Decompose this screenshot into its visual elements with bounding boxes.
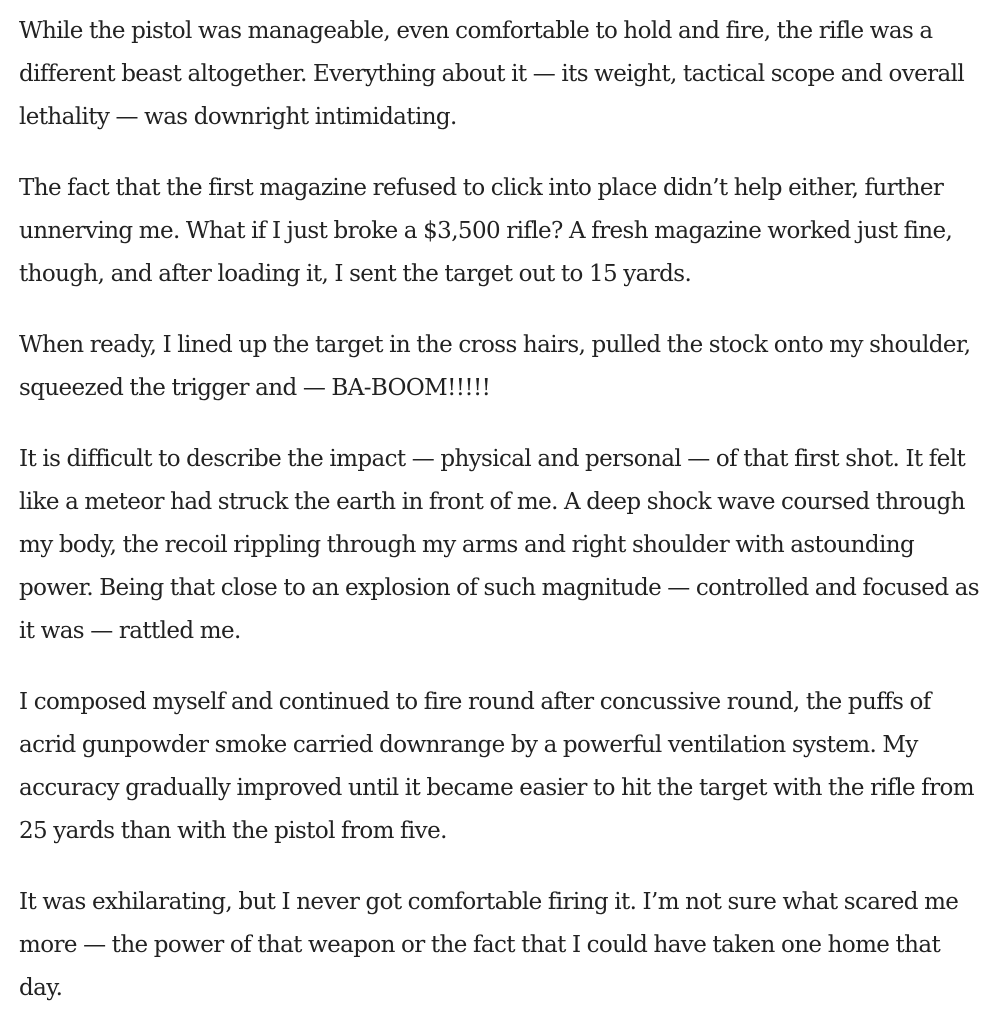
paragraph-magazine: The fact that the first magazine refused to click into place didn’t help either, further unnerving me. What if I just broke a $3,500 rifle? A fresh magazine worked just fine, though, and after loading it, I sent the target out to 15 yards.	[19, 175, 953, 287]
paragraph-first-shot: When ready, I lined up the target in the cross hairs, pulled the stock onto my shoulder, squeezed the trigger and — BA-BOOM!!!!!	[19, 332, 971, 401]
paragraph-pistol-vs-rifle: While the pistol was manageable, even comfortable to hold and fire, the rifle was a different beast altogether. Everything about it — its weight, tactical scope and overall lethality — was downright intimidating.	[19, 18, 965, 130]
paragraph-conclusion: It was exhilarating, but I never got comfortable firing it. I’m not sure what scared me more — the power of that weapon or the fact that I could have taken one home that day.	[19, 889, 959, 1001]
paragraph-impact: It is difficult to describe the impact — physical and personal — of that first shot. It felt like a meteor had struck the earth in front of me. A deep shock wave coursed through my body, the recoil rippling through my arms and right shoulder with astounding power. Being that close to an explosion of such magnitude — controlled and focused as it was — rattled me.	[19, 446, 979, 644]
paragraph-accuracy: I composed myself and continued to fire round after concussive round, the puffs of acrid gunpowder smoke carried downrange by a powerful ventilation system. My accuracy gradually improved until it became easier to hit the target with the rifle from 25 yards than with the pistol from five.	[19, 689, 974, 844]
